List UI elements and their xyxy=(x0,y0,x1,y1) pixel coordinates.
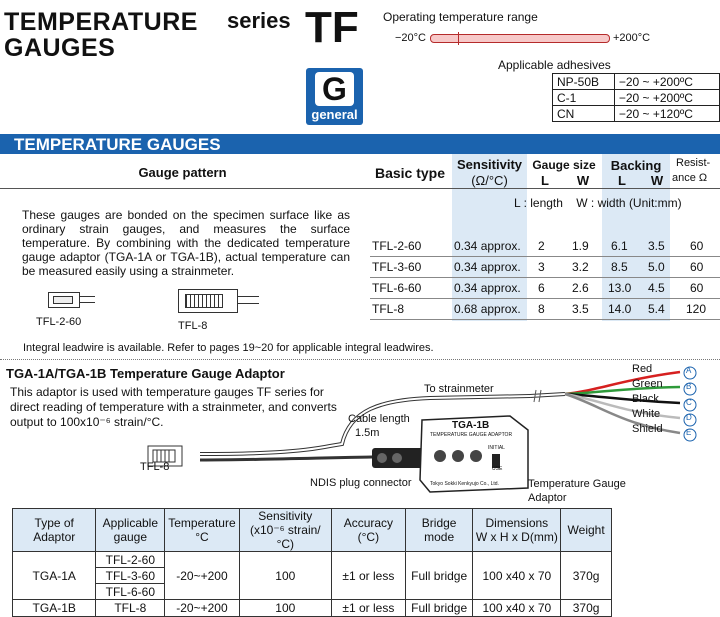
wire-label-red: Red xyxy=(632,363,653,375)
header-sensitivity-unit: (Ω/°C) xyxy=(471,173,508,188)
cell-gl: 6 xyxy=(538,281,545,295)
logo-text: general xyxy=(311,107,358,122)
spec-bridge: Full bridge xyxy=(405,552,473,600)
table-row xyxy=(370,257,720,278)
adhesive-range: −20 ~ +200ºC xyxy=(614,90,719,106)
wire-label-white: White xyxy=(632,408,661,420)
table-row xyxy=(370,236,720,257)
box-title: TGA-1B xyxy=(452,420,490,431)
wire-label-shield: Shield xyxy=(632,423,663,435)
adhesive-row xyxy=(553,106,720,122)
operating-range-bar xyxy=(430,34,610,43)
cell-gw: 3.5 xyxy=(572,302,589,316)
general-logo-icon xyxy=(306,68,363,125)
spec-h-sens-2: (x10⁻⁶ strain/°C) xyxy=(249,523,321,551)
spec-h-dim-1: Dimensions xyxy=(485,516,549,530)
table-row xyxy=(13,600,612,617)
pattern-label-tfl2: TFL-2-60 xyxy=(36,316,82,328)
spec-h-gauge-1: Applicable xyxy=(102,516,159,530)
cell-bw: 5.4 xyxy=(648,302,665,316)
header-backing-l: L xyxy=(618,173,626,188)
spec-h-dim xyxy=(473,509,561,552)
spec-h-gauge xyxy=(96,509,165,552)
spec-acc: ±1 or less xyxy=(331,600,405,617)
ndis-label: NDIS plug connector xyxy=(310,477,412,489)
header-basic-type: Basic type xyxy=(374,165,446,181)
cell-sens: 0.34 approx. xyxy=(454,281,521,295)
section-band xyxy=(0,134,720,154)
wire-letter-c: C xyxy=(686,398,692,407)
adhesive-range: −20 ~ +120ºC xyxy=(614,106,719,122)
cell-sens: 0.34 approx. xyxy=(454,260,521,274)
cell-type: TFL-8 xyxy=(372,302,405,316)
cell-r: 120 xyxy=(686,302,707,316)
cell-gl: 2 xyxy=(538,239,545,253)
spec-gauge: TFL-3-60 xyxy=(96,568,165,584)
spec-weight: 370g xyxy=(561,600,612,617)
header-gauge-pattern: Gauge pattern xyxy=(138,165,227,180)
spec-weight: 370g xyxy=(561,552,612,600)
adaptor-desc-2: direct reading of temperature with a strainmeter, and converts xyxy=(10,400,337,414)
table-row xyxy=(13,552,612,568)
spec-h-temp-2: °C xyxy=(195,530,209,544)
spec-h-weight: Weight xyxy=(561,509,612,552)
adhesive-row xyxy=(553,74,720,90)
cell-bl: 8.5 xyxy=(611,260,628,274)
header-gauge-w: W xyxy=(576,173,590,188)
cell-bl: 6.1 xyxy=(611,239,628,253)
wire-letter-d: D xyxy=(686,413,692,422)
cell-bw: 5.0 xyxy=(648,260,665,274)
spec-gauge: TFL-2-60 xyxy=(96,552,165,568)
spec-h-temp xyxy=(165,509,239,552)
table-row xyxy=(370,299,720,320)
spec-dim: 100 x40 x 70 xyxy=(473,600,561,617)
header-backing: Backing xyxy=(610,158,662,173)
adhesive-row xyxy=(553,90,720,106)
title-line2: GAUGES xyxy=(4,34,116,62)
cell-sens: 0.68 approx. xyxy=(454,302,521,316)
header-resist-1: Resist- xyxy=(676,157,711,169)
header-sensitivity: Sensitivity xyxy=(456,157,523,172)
cell-gw: 2.6 xyxy=(572,281,589,295)
wire-label-black: Black xyxy=(632,393,659,405)
wire-letter-b: B xyxy=(686,382,692,391)
cable-length-value: 1.5m xyxy=(355,427,380,439)
series-word: series xyxy=(227,8,291,33)
adaptor-gauge-label: TFL-8 xyxy=(140,461,170,473)
adhesives-label: Applicable adhesives xyxy=(498,58,611,72)
wire-letter-e: E xyxy=(686,428,692,437)
adaptor-heading: TGA-1A/TGA-1B Temperature Gauge Adaptor xyxy=(6,366,285,381)
operating-range-min: −20°C xyxy=(395,32,427,44)
gauge-description: These gauges are bonded on the specimen surface like as ordinary strain gauges, and measures the surface temperature. By combining with the dedicated temperature gauge adaptor (TGA-1A or TGA-1B), actual temperature can be measured easily using a strainmeter. xyxy=(22,208,350,278)
cell-r: 60 xyxy=(690,239,704,253)
spec-sens: 100 xyxy=(239,600,331,617)
wire-white xyxy=(565,394,680,418)
box-initial: INITIAL xyxy=(488,445,505,451)
spec-h-type: Type of Adaptor xyxy=(13,509,96,552)
spec-h-gauge-2: gauge xyxy=(113,530,148,544)
units-note: L : length W : width (Unit:mm) xyxy=(514,196,682,210)
spec-h-sens xyxy=(239,509,331,552)
spec-h-acc-2: (°C) xyxy=(357,530,380,544)
spec-bridge: Full bridge xyxy=(405,600,473,617)
cell-gw: 1.9 xyxy=(572,239,589,253)
logo-letter: G xyxy=(315,72,354,106)
cell-r: 60 xyxy=(690,260,704,274)
adaptor-desc-3: output to 100x10⁻⁶ strain/°C. xyxy=(10,415,164,429)
spec-gauge: TFL-8 xyxy=(96,600,165,617)
cell-bw: 4.5 xyxy=(648,281,665,295)
cell-bw: 3.5 xyxy=(648,239,665,253)
spec-type-a: TGA-1A xyxy=(13,552,96,600)
to-strainmeter-label: To strainmeter xyxy=(424,383,494,395)
spec-type-b: TGA-1B xyxy=(13,600,96,617)
box-company: Tokyo Sokki Kenkyujo Co., Ltd. xyxy=(430,481,499,487)
cell-gw: 3.2 xyxy=(572,260,589,274)
spec-temp: -20~+200 xyxy=(165,552,239,600)
operating-range-max: +200°C xyxy=(613,32,651,44)
spec-h-bridge: Bridge mode xyxy=(405,509,473,552)
spec-h-acc xyxy=(331,509,405,552)
spec-temp: -20~+200 xyxy=(165,600,239,617)
cell-gl: 8 xyxy=(538,302,545,316)
header-gauge-l: L xyxy=(541,173,549,188)
table-row xyxy=(370,278,720,299)
adhesive-range: −20 ~ +200ºC xyxy=(614,74,719,90)
header-gauge-size: Gauge size xyxy=(532,158,596,172)
section-band-title: TEMPERATURE GAUGES xyxy=(14,135,221,154)
spec-table xyxy=(12,508,612,617)
cell-bl: 13.0 xyxy=(608,281,632,295)
cell-type: TFL-3-60 xyxy=(372,260,422,274)
wire-label-green: Green xyxy=(632,378,663,390)
cell-type: TFL-6-60 xyxy=(372,281,422,295)
adhesive-name: CN xyxy=(553,106,615,122)
spec-h-acc-1: Accuracy xyxy=(343,516,394,530)
spec-dim: 100 x40 x 70 xyxy=(473,552,561,600)
spec-h-temp-1: Temperature xyxy=(168,516,236,530)
adhesive-name: NP-50B xyxy=(553,74,615,90)
header-backing-w: W xyxy=(650,173,664,188)
spec-sens: 100 xyxy=(239,552,331,600)
cell-type: TFL-2-60 xyxy=(372,239,422,253)
pattern-label-tfl8: TFL-8 xyxy=(178,320,208,332)
integral-leadwire-note: Integral leadwire is available. Refer to pages 19~20 for applicable integral leadwires. xyxy=(23,342,434,354)
adhesive-name: C-1 xyxy=(553,90,615,106)
series-code: TF xyxy=(305,3,359,52)
spec-gauge: TFL-6-60 xyxy=(96,584,165,600)
cell-r: 60 xyxy=(690,281,704,295)
adaptor-label-2: Adaptor xyxy=(528,492,567,504)
title-line1: TEMPERATURE xyxy=(4,8,198,36)
spec-h-dim-2: W x H x D(mm) xyxy=(475,530,558,544)
gauge-rows xyxy=(370,236,720,320)
cell-bl: 14.0 xyxy=(608,302,632,316)
spec-h-sens-1: Sensitivity xyxy=(258,509,313,523)
operating-range-label: Operating temperature range xyxy=(383,10,538,24)
spec-header-row xyxy=(13,509,612,552)
box-use: USE xyxy=(492,466,503,472)
adhesives-table xyxy=(552,73,720,122)
adaptor-desc-1: This adaptor is used with temperature gauges TF series for xyxy=(10,385,324,399)
header-resist-2: ance Ω xyxy=(672,172,708,184)
cell-gl: 3 xyxy=(538,260,545,274)
gauge-pattern-tfl8-icon xyxy=(178,289,238,313)
gauge-pattern-tfl2-icon xyxy=(48,292,80,308)
spec-acc: ±1 or less xyxy=(331,552,405,600)
cable-length-label: Cable length xyxy=(348,413,410,425)
adaptor-label-1: Temperature Gauge xyxy=(528,478,626,490)
box-subtitle: TEMPERATURE GAUGE ADAPTOR xyxy=(430,432,513,438)
header-divider xyxy=(0,188,720,189)
cell-sens: 0.34 approx. xyxy=(454,239,521,253)
wire-letter-a: A xyxy=(686,366,692,375)
